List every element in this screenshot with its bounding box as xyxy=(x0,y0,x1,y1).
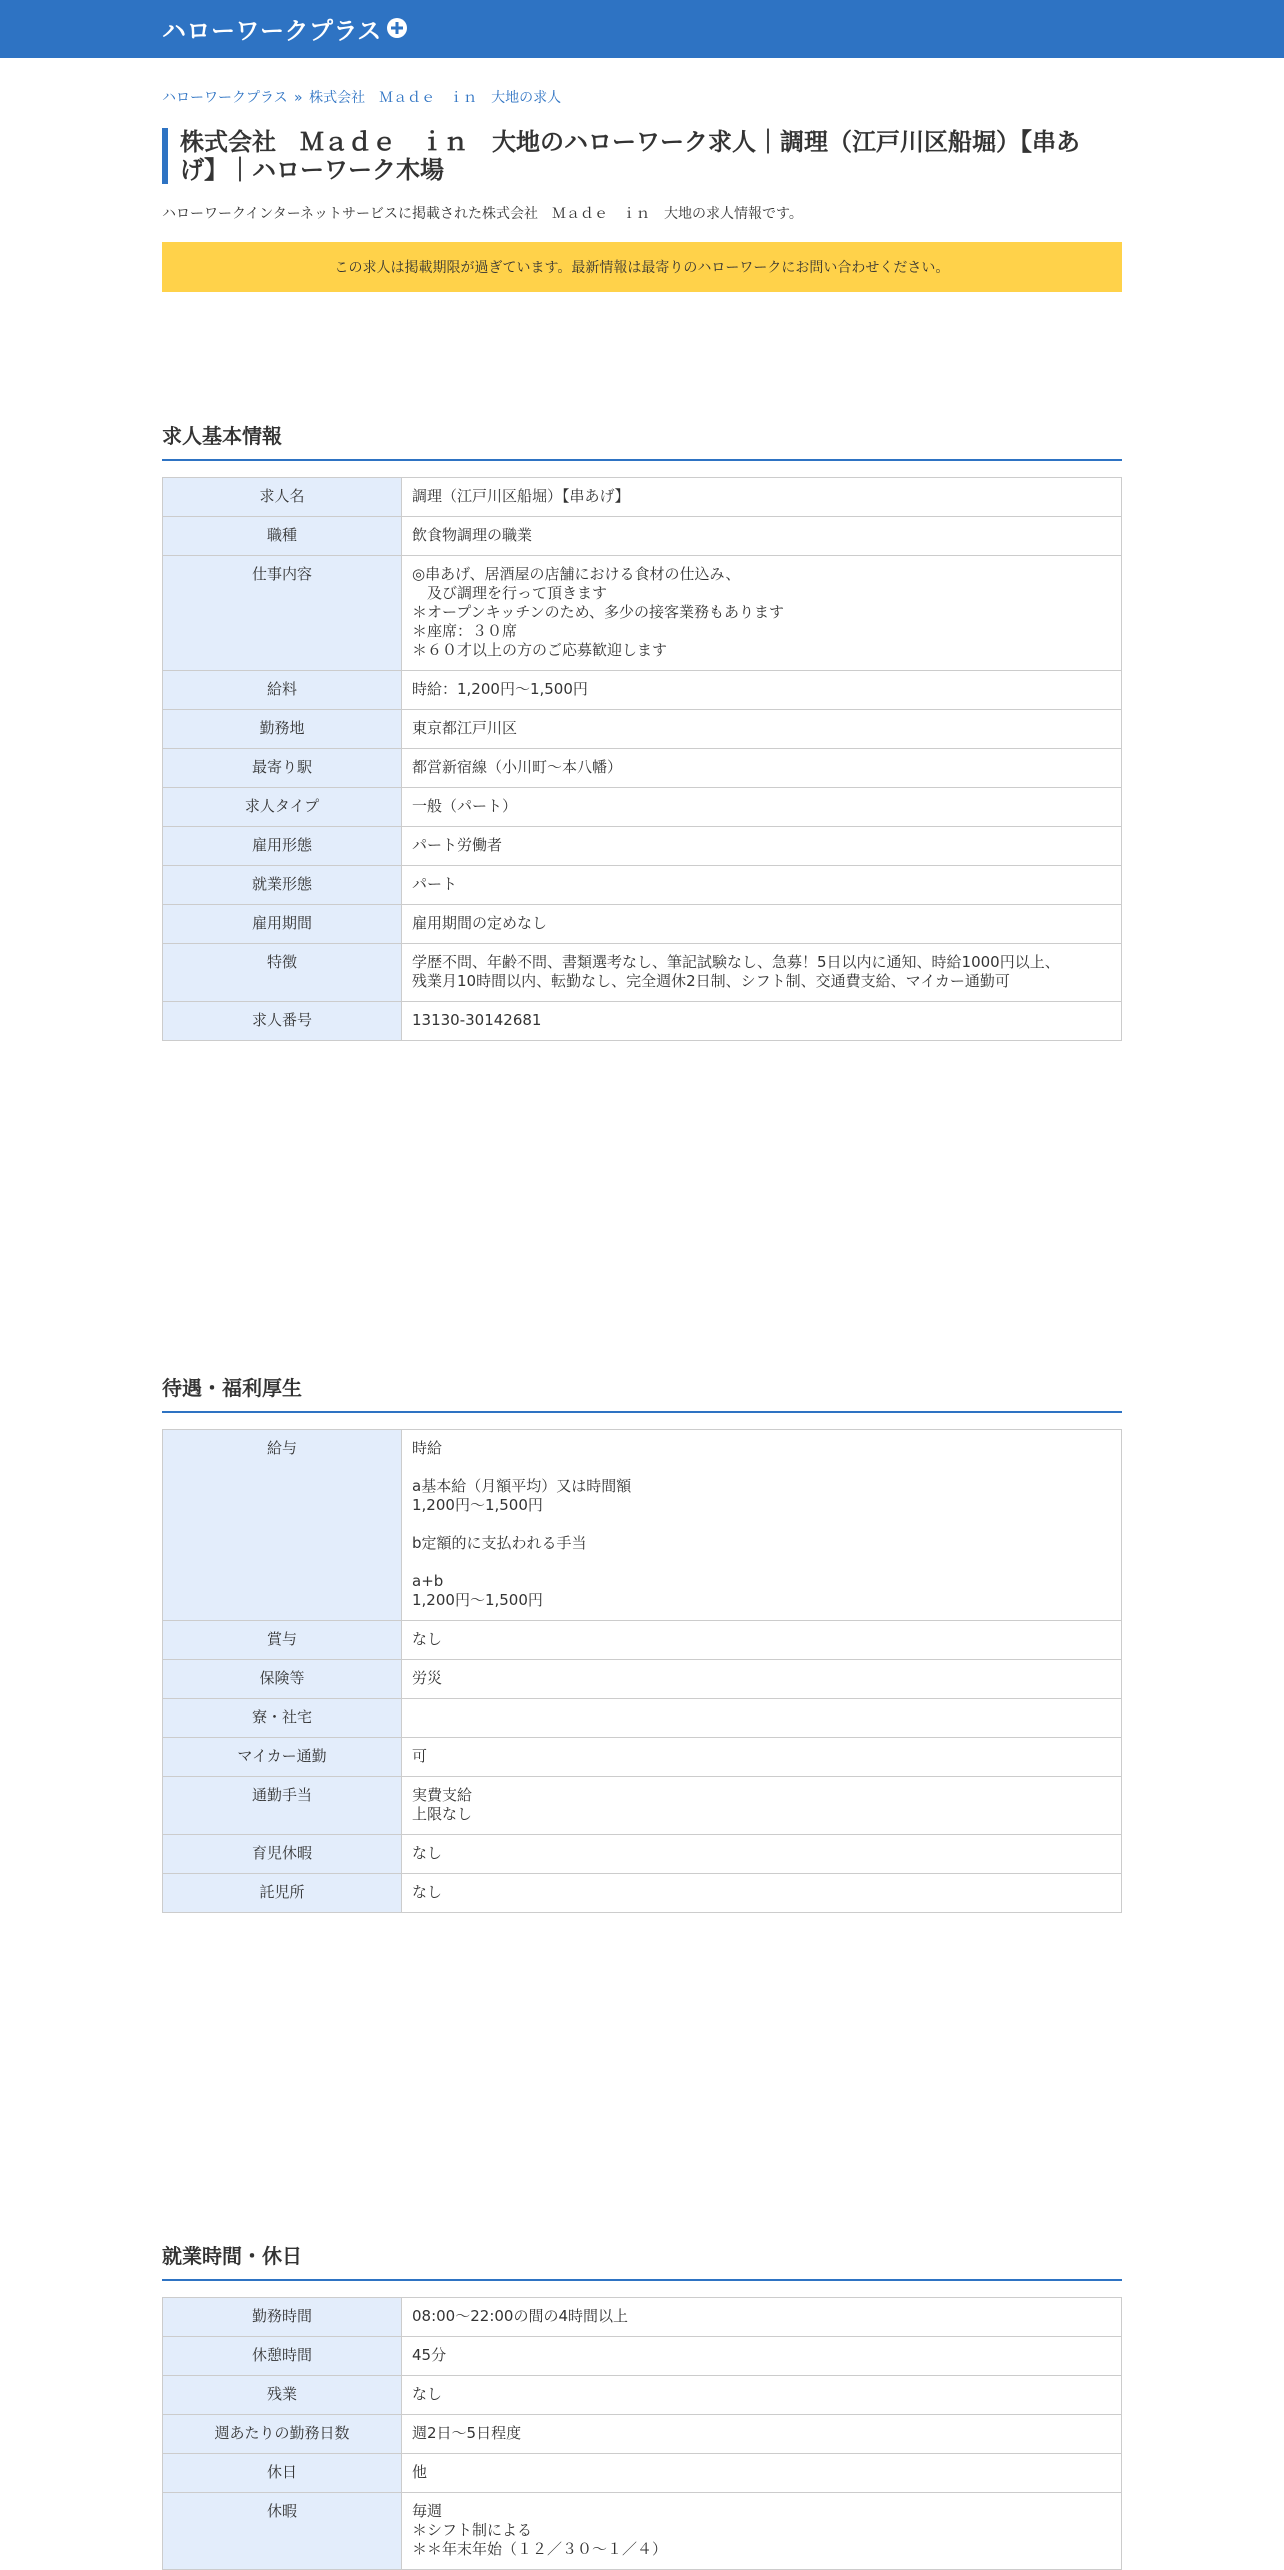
row-label: 週あたりの勤務日数 xyxy=(163,2415,402,2454)
row-label: 寮・社宅 xyxy=(163,1699,402,1738)
plus-circle-icon xyxy=(386,17,408,39)
row-label: 託児所 xyxy=(163,1874,402,1913)
table-row xyxy=(163,905,1122,944)
table-row xyxy=(163,2415,1122,2454)
row-value: 週2日～5日程度 xyxy=(402,2415,1122,2454)
row-label: 最寄り駅 xyxy=(163,749,402,788)
table-row xyxy=(163,1621,1122,1660)
row-value: なし xyxy=(402,1874,1122,1913)
hours-table xyxy=(162,2297,1122,2570)
site-header xyxy=(0,0,1284,58)
logo-text: ハローワークプラス xyxy=(162,16,382,45)
breadcrumb-home-link[interactable]: ハローワークプラス xyxy=(162,90,288,106)
table-row xyxy=(163,1660,1122,1699)
row-value: なし xyxy=(402,2376,1122,2415)
row-value: なし xyxy=(402,1621,1122,1660)
table-row xyxy=(163,866,1122,905)
row-label: マイカー通勤 xyxy=(163,1738,402,1777)
row-value: 45分 xyxy=(402,2337,1122,2376)
row-value: ◎串あげ、居酒屋の店舗における食材の仕込み、 及び調理を行って頂きます ＊オープンキッチンのため、多少の接客業務もあります ＊座席：３０席 ＊６０才以上の方のご応募歓迎します xyxy=(402,556,1122,671)
row-value: 雇用期間の定めなし xyxy=(402,905,1122,944)
row-value: 13130-30142681 xyxy=(402,1002,1122,1041)
row-label: 求人名 xyxy=(163,478,402,517)
row-label: 給与 xyxy=(163,1430,402,1621)
row-value: パート労働者 xyxy=(402,827,1122,866)
row-value: 学歴不問、年齢不問、書類選考なし、筆記試験なし、急募！5日以内に通知、時給1000円以上、 残業月10時間以内、転勤なし、完全週休2日制、シフト制、交通費支給、マイカー通勤可 xyxy=(402,944,1122,1002)
row-label: 雇用形態 xyxy=(163,827,402,866)
row-label: 通勤手当 xyxy=(163,1777,402,1835)
section-title-basic: 求人基本情報 xyxy=(162,420,1122,461)
row-value: なし xyxy=(402,1835,1122,1874)
table-row xyxy=(163,671,1122,710)
row-value: 時給 a基本給（月額平均）又は時間額 1,200円～1,500円 b定額的に支払われる手当 a+b 1,200円～1,500円 xyxy=(402,1430,1122,1621)
expired-notice-text: この求人は掲載期限が過ぎています。最新情報は最寄りのハローワークにお問い合わせください。 xyxy=(334,260,950,276)
table-row xyxy=(163,1699,1122,1738)
row-label: 求人タイプ xyxy=(163,788,402,827)
table-row xyxy=(163,944,1122,1002)
row-value: 実費支給 上限なし xyxy=(402,1777,1122,1835)
row-label: 休憩時間 xyxy=(163,2337,402,2376)
row-value: 東京都江戸川区 xyxy=(402,710,1122,749)
row-label: 賞与 xyxy=(163,1621,402,1660)
row-value: 08:00～22:00の間の4時間以上 xyxy=(402,2298,1122,2337)
breadcrumb-separator: » xyxy=(294,90,303,106)
row-value: 調理（江戸川区船堀）【串あげ】 xyxy=(402,478,1122,517)
row-label: 求人番号 xyxy=(163,1002,402,1041)
table-row xyxy=(163,517,1122,556)
section-title-hours: 就業時間・休日 xyxy=(162,2240,1122,2281)
row-value: 可 xyxy=(402,1738,1122,1777)
table-row xyxy=(163,1835,1122,1874)
table-row xyxy=(163,2493,1122,2570)
row-value: 都営新宿線（小川町～本八幡） xyxy=(402,749,1122,788)
page-title: 株式会社 Ｍａｄｅ ｉｎ 大地のハローワーク求人｜調理（江戸川区船堀）【串あげ】｜ハローワーク木場 xyxy=(162,128,1110,184)
row-label: 休日 xyxy=(163,2454,402,2493)
row-label: 特徴 xyxy=(163,944,402,1002)
table-row xyxy=(163,2454,1122,2493)
table-row xyxy=(163,556,1122,671)
row-label: 保険等 xyxy=(163,1660,402,1699)
table-row xyxy=(163,1874,1122,1913)
row-label: 休暇 xyxy=(163,2493,402,2570)
row-value: 他 xyxy=(402,2454,1122,2493)
table-row xyxy=(163,749,1122,788)
table-row xyxy=(163,2376,1122,2415)
row-label: 勤務地 xyxy=(163,710,402,749)
row-label: 雇用期間 xyxy=(163,905,402,944)
table-row xyxy=(163,2298,1122,2337)
row-value: 毎週 ＊シフト制による ＊＊年末年始（１２／３０～１／４） xyxy=(402,2493,1122,2570)
row-value: 飲食物調理の職業 xyxy=(402,517,1122,556)
table-row xyxy=(163,1002,1122,1041)
row-label: 給料 xyxy=(163,671,402,710)
row-value: パート xyxy=(402,866,1122,905)
row-label: 就業形態 xyxy=(163,866,402,905)
table-row xyxy=(163,478,1122,517)
table-row xyxy=(163,788,1122,827)
table-row xyxy=(163,1430,1122,1621)
row-label: 育児休暇 xyxy=(163,1835,402,1874)
row-label: 仕事内容 xyxy=(163,556,402,671)
breadcrumb xyxy=(162,88,1122,108)
intro-text: ハローワークインターネットサービスに掲載された株式会社 Ｍａｄｅ ｉｎ 大地の求人情報です。 xyxy=(162,206,803,222)
row-label: 職種 xyxy=(163,517,402,556)
row-value: 一般（パート） xyxy=(402,788,1122,827)
table-row xyxy=(163,1738,1122,1777)
site-logo[interactable] xyxy=(162,10,408,46)
table-row xyxy=(163,1777,1122,1835)
row-value: 時給：1,200円～1,500円 xyxy=(402,671,1122,710)
main-content xyxy=(162,58,1122,292)
row-label: 残業 xyxy=(163,2376,402,2415)
expired-notice xyxy=(162,242,1122,292)
row-label: 勤務時間 xyxy=(163,2298,402,2337)
row-value xyxy=(402,1699,1122,1738)
breadcrumb-company-link[interactable]: 株式会社 Ｍａｄｅ ｉｎ 大地の求人 xyxy=(309,90,562,106)
row-value: 労災 xyxy=(402,1660,1122,1699)
basic-info-table xyxy=(162,477,1122,1041)
table-row xyxy=(163,827,1122,866)
table-row xyxy=(163,710,1122,749)
table-row xyxy=(163,2337,1122,2376)
section-title-welfare: 待遇・福利厚生 xyxy=(162,1372,1122,1413)
welfare-table xyxy=(162,1429,1122,1913)
